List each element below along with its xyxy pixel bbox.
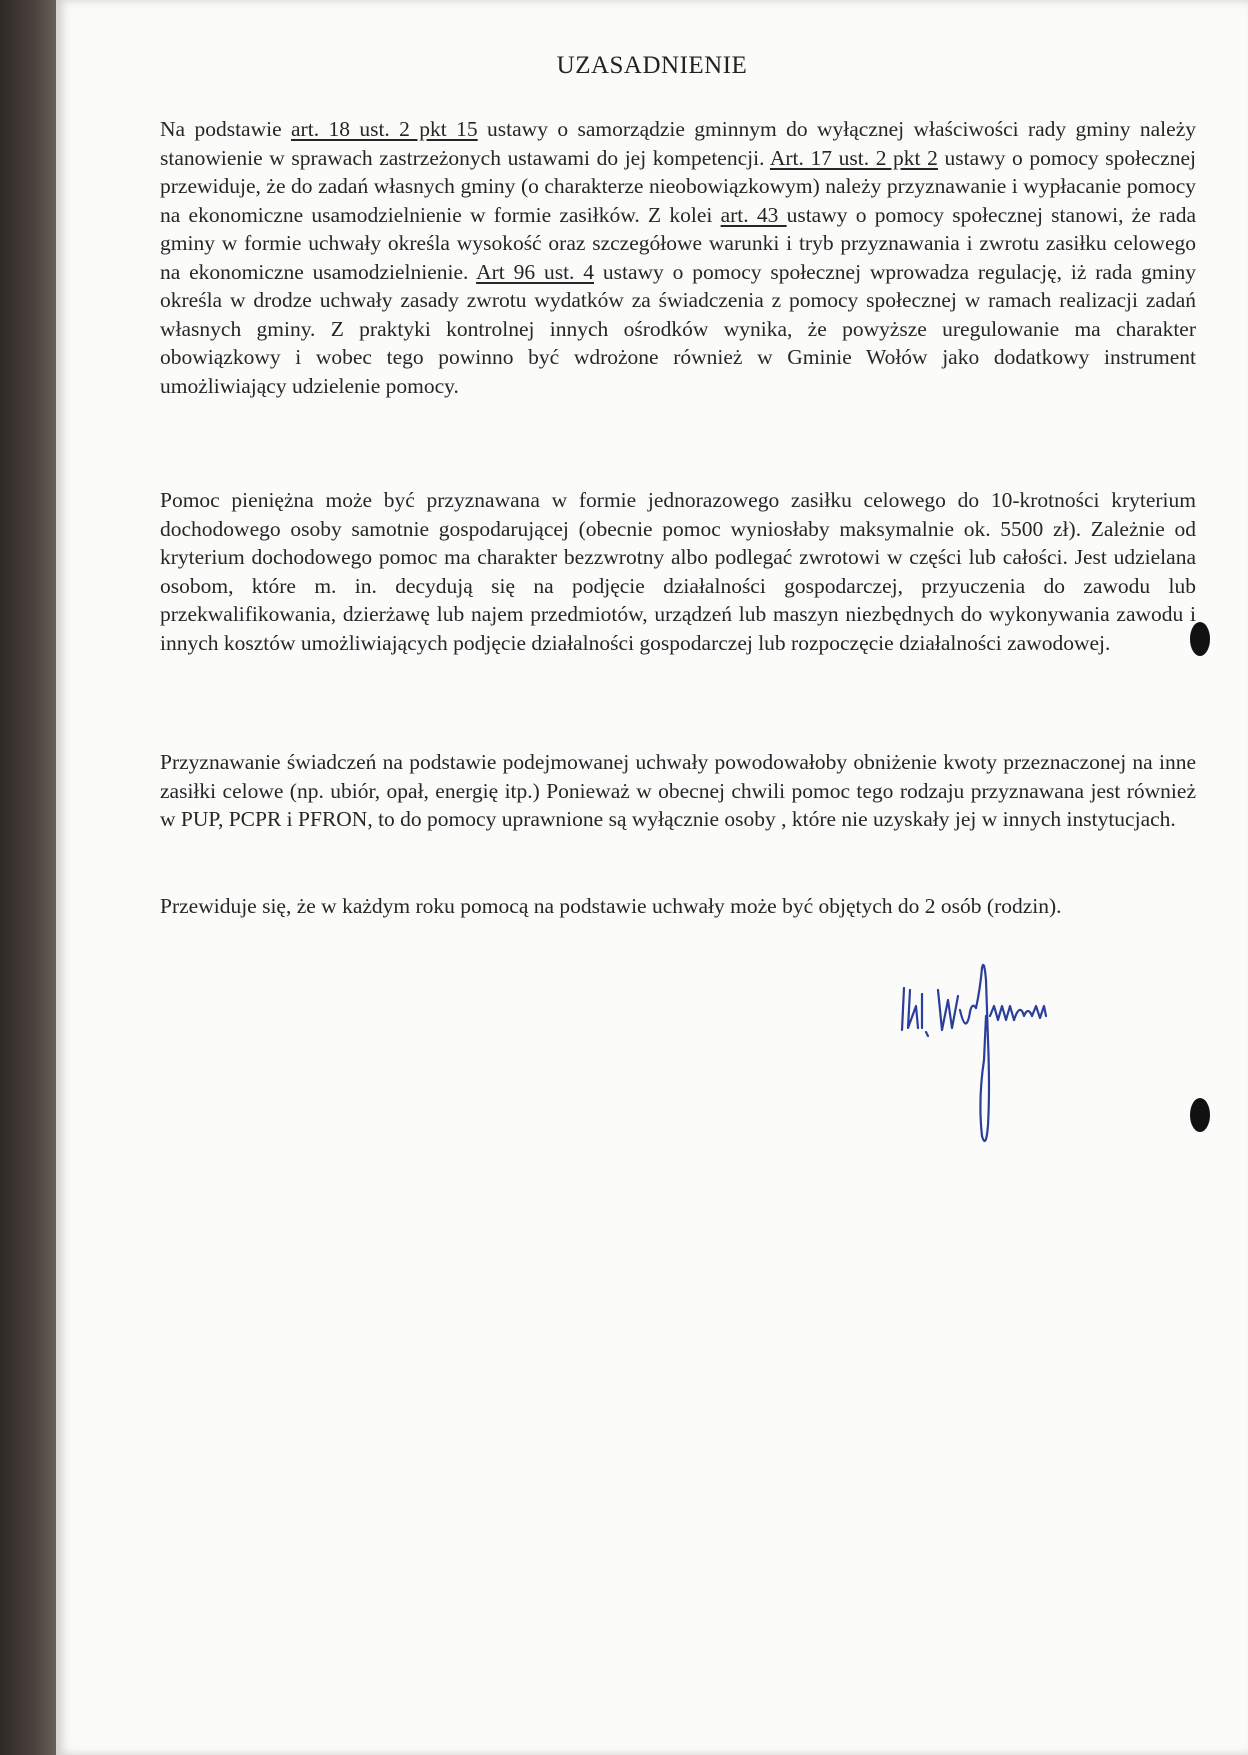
text-run: Na podstawie [160, 117, 292, 141]
text-run: Przewiduje się, że w każdym roku pomocą na podstawie uchwały może być objętych do 2 osób (rodzin). [160, 894, 1062, 918]
legal-reference: art. 18 ust. 2 pkt 15 [291, 117, 478, 141]
punch-hole-lower [1190, 1098, 1210, 1132]
document-title: UZASADNIENIE [556, 52, 748, 79]
paragraph-3 [160, 748, 1196, 834]
scan-background-edge [0, 0, 58, 1755]
handwritten-signature [886, 950, 1106, 1170]
legal-reference: art. 43 [720, 202, 787, 227]
text-run: Pomoc pieniężna może być przyznawana w formie jednorazowego zasiłku celowego do 10-krotności kryterium dochodowego osoby samotnie gospodarującej (obecnie pomoc wyniosłaby maksymalnie ok. 5500 zł). Zależnie od kryterium dochodowego pomoc ma charakter bezzwrotny albo podlegać zwrotowi w części lub całości. Jest udzielana osobom, które m. in. decydują się na podjęcie działalności gospodarczej, przyuczenia do zawodu lub przekwalifikowania, dzierżawę lub najem przedmiotów, urządzeń lub maszyn niezbędnych do wykonywania zawodu i innych kosztów umożliwiających podjęcie działalności gospodarczej lub rozpoczęcie działalności zawodowej. [160, 488, 1196, 655]
punch-hole-upper [1190, 622, 1210, 656]
text-run: ustawy o pomocy społecznej wprowadza regulację, iż rada gminy określa w drodze uchwały zasady zwrotu wydatków za świadczenia z pomocy społecznej w ramach realizacji zadań własnych gminy. Z praktyki kontrolnej innych ośrodków wynika, że powyższe uregulowanie ma charakter obowiązkowy i wobec tego powinno być wdrożone również w Gminie Wołów jako dodatkowy instrument umożliwiający udzielenie pomocy. [160, 259, 1196, 398]
paragraph-1 [160, 115, 1196, 400]
text-run: ustawy o pomocy społecznej przewiduje, że do zadań własnych gminy (o charakterze nieobowiązkowym) należy przyznawanie i wypłacanie pomocy na ekonomiczne usamodzielnienie w formie zasiłków. Z kolei [160, 145, 1196, 227]
paragraph-2 [160, 486, 1196, 657]
paragraph-4 [160, 892, 1196, 921]
text-run: Przyznawanie świadczeń na podstawie podejmowanej uchwały powodowałoby obniżenie kwoty przeznaczonej na inne zasiłki celowe (np. ubiór, opał, energię itp.) Ponieważ w obecnej chwili pomoc tego rodzaju przyznawana jest również w PUP, PCPR i PFRON, to do pomocy uprawnione są wyłącznie osoby , które nie uzyskały jej w innych instytucjach. [160, 750, 1196, 831]
legal-reference: Art 96 ust. 4 [476, 259, 595, 284]
text-run: ustawy o pomocy społecznej stanowi, że rada gminy w formie uchwały określa wysokość oraz szczegółowe warunki i tryb przyznawania i zwrotu zasiłku celowego na ekonomiczne usamodzielnienie. [160, 202, 1196, 284]
document-page [56, 0, 1248, 1755]
legal-reference: Art. 17 ust. 2 pkt 2 [769, 145, 938, 170]
text-run: ustawy o samorządzie gminnym do wyłącznej właściwości rady gminy należy stanowienie w sprawach zastrzeżonych ustawami do jej kompetencji. [160, 117, 1196, 170]
